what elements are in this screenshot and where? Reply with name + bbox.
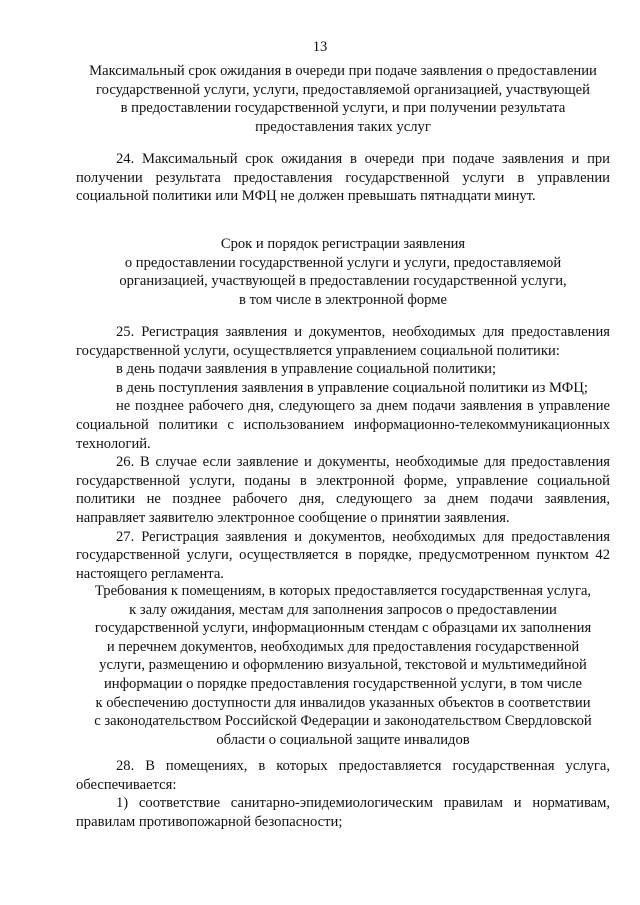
paragraph-27: 27. Регистрация заявления и документов, необходимых для предоставления государственной услуги, осуществляется в порядке, предусмотренном пунктом 42 настоящего регламента. bbox=[76, 528, 610, 582]
heading-line: и перечнем документов, необходимых для предоставления государственной bbox=[106, 638, 580, 655]
heading-line: области о социальной защите инвалидов bbox=[216, 731, 470, 748]
paragraph-28-block bbox=[76, 757, 610, 831]
page-number: 13 bbox=[312, 39, 328, 55]
heading-line: предоставления таких услуг bbox=[255, 118, 431, 135]
heading-line: информации о порядке предоставления государственной услуги, в том числе bbox=[103, 675, 583, 692]
heading-line: услуги, размещению и оформлению визуальной, текстовой и мультимедийной bbox=[99, 657, 587, 674]
heading-line: государственной услуги, услуги, предоставляемой организацией, участвующей bbox=[96, 81, 590, 98]
section-heading-registration bbox=[76, 235, 610, 309]
heading-line: Срок и порядок регистрации заявления bbox=[220, 236, 466, 252]
heading-line: с законодательством Российской Федерации и законодательством Свердловской bbox=[94, 713, 592, 730]
heading-line: в предоставлении государственной услуги, и при получении результата bbox=[120, 100, 566, 117]
heading-line: организацией, участвующей в предоставлении государственной услуги, bbox=[119, 273, 567, 290]
section-heading-waiting-time bbox=[76, 62, 610, 136]
paragraph-25-item: в день подачи заявления в управление социальной политики; bbox=[116, 361, 497, 378]
paragraph-25: 25. Регистрация заявления и документов, необходимых для предоставления государственной услуги, осуществляется управлением социальной политики: bbox=[76, 324, 610, 359]
section-heading-premises bbox=[76, 582, 610, 749]
heading-line: к залу ожидания, местам для заполнения запросов о предоставлении bbox=[129, 601, 557, 618]
heading-line: в том числе в электронной форме bbox=[239, 291, 447, 308]
paragraph-28-item-1: 1) соответствие санитарно-эпидемиологическим правилам и нормативам, правилам противопожарной безопасности; bbox=[76, 795, 610, 830]
heading-line: Требования к помещениям, в которых предоставляется государственная услуга, bbox=[94, 583, 592, 599]
paragraph-25-item: не позднее рабочего дня, следующего за днем подачи заявления в управление социальной политики с использованием информационно-телекоммуникационных технологий. bbox=[76, 398, 610, 452]
paragraph-25-block bbox=[76, 323, 610, 583]
paragraph-25-item: в день поступления заявления в управление социальной политики из МФЦ; bbox=[116, 379, 588, 396]
paragraph-26: 26. В случае если заявление и документы, необходимые для предоставления государственной услуги, поданы в электронной форме, управление социальной политики не позднее рабочего дня, следующего за днем подачи заявления, направляет заявителю электронное сообщение о принятии заявления. bbox=[76, 454, 610, 526]
paragraph-24: 24. Максимальный срок ожидания в очереди при подаче заявления и при получении результата предоставления государственной услуги в управлении социальной политики или МФЦ не должен превышать пятнадцати минут. bbox=[76, 151, 610, 205]
heading-line: о предоставлении государственной услуги и услуги, предоставляемой bbox=[124, 254, 562, 271]
heading-line: Максимальный срок ожидания в очереди при подаче заявления о предоставлении bbox=[89, 63, 597, 79]
paragraph-28: 28. В помещениях, в которых предоставляется государственная услуга, обеспечивается: bbox=[76, 758, 610, 793]
heading-line: к обеспечению доступности для инвалидов указанных объектов в соответствии bbox=[95, 694, 591, 711]
heading-line: государственной услуги, информационным стендам с образцами их заполнения bbox=[94, 620, 592, 637]
